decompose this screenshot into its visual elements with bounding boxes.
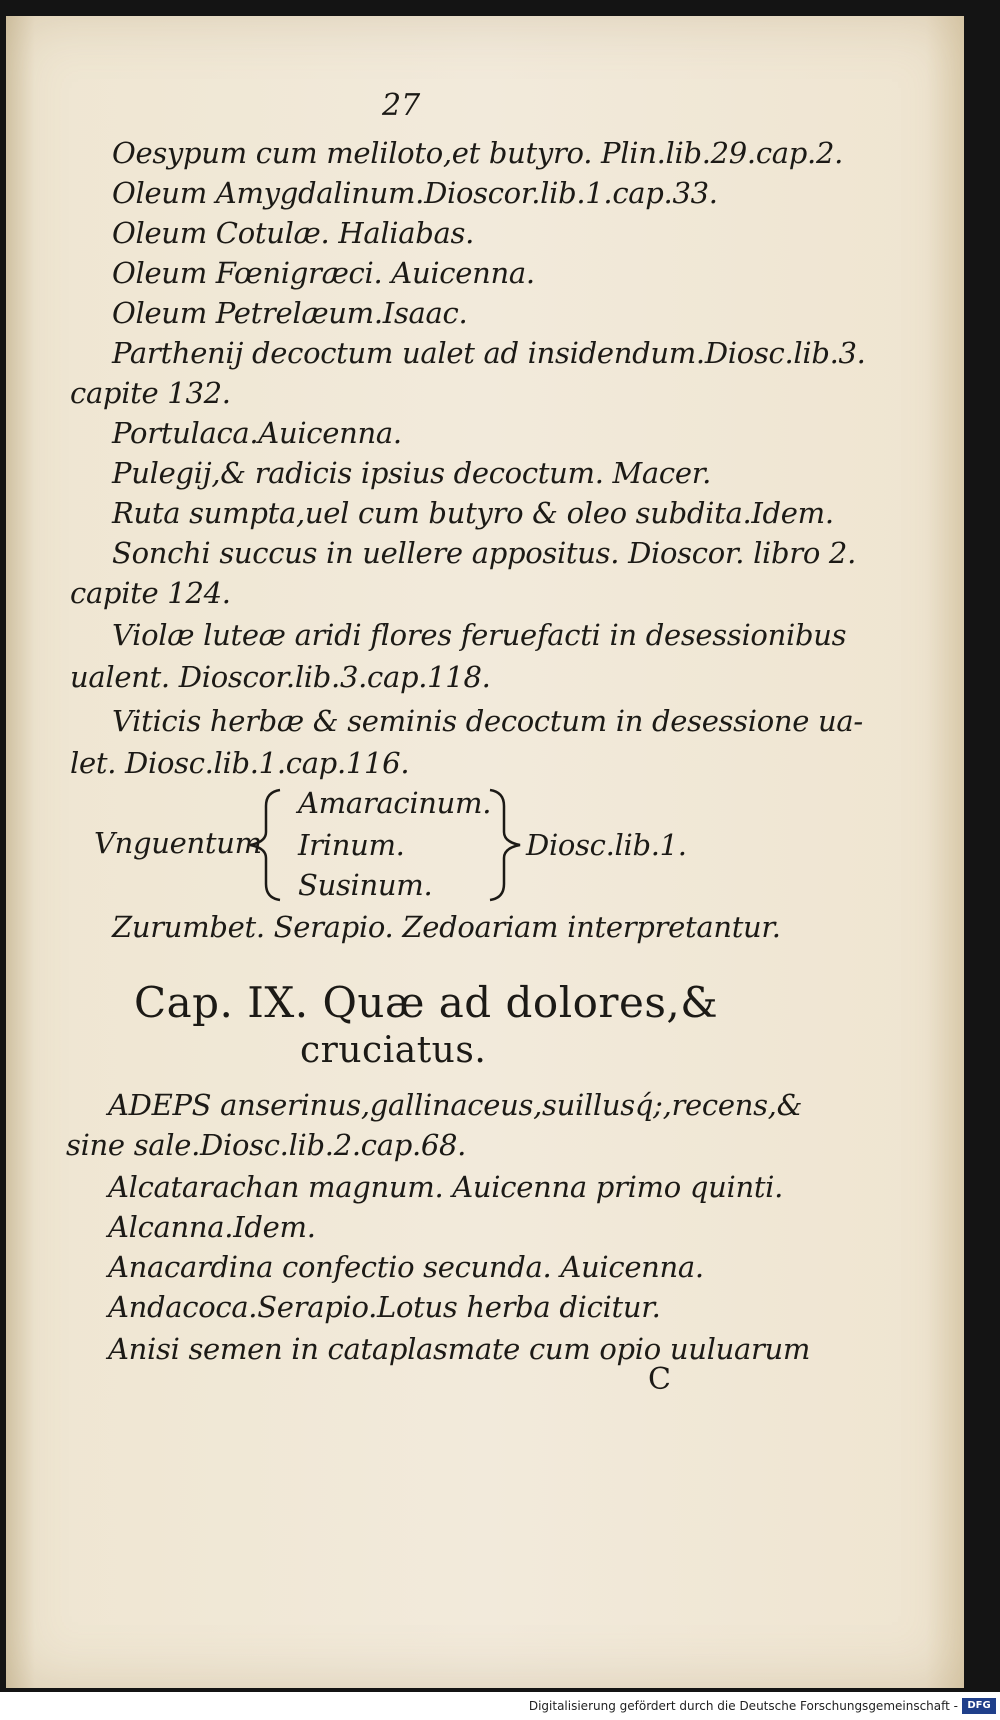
text-line: Parthenij decoctum ualet ad insidendum.Diosc.lib.3.	[112, 336, 866, 370]
text-line: let. Diosc.lib.1.cap.116.	[70, 746, 410, 780]
text-line: Pulegij,& radicis ipsius decoctum. Macer.	[112, 456, 712, 490]
unguentum-item: Amaracinum.	[298, 786, 492, 820]
text-line: Sonchi succus in uellere appositus. Dioscor. libro 2.	[112, 536, 856, 570]
text-line: Portulaca.Auicenna.	[112, 416, 402, 450]
text-line: Oleum Fœnigræci. Auicenna.	[112, 256, 535, 290]
left-brace	[244, 786, 284, 904]
footer-credit: Digitalisierung gefördert durch die Deutsche Forschungsgemeinschaft -	[528, 1699, 958, 1713]
text-line: Zurumbet. Serapio. Zedoariam interpretantur.	[112, 910, 781, 944]
text-line: Alcanna.Idem.	[108, 1210, 316, 1244]
text-line: Oleum Cotulæ. Haliabas.	[112, 216, 475, 250]
text-line: ualent. Dioscor.lib.3.cap.118.	[70, 660, 491, 694]
text-line: capite 124.	[70, 576, 231, 610]
text-line: capite 132.	[70, 376, 231, 410]
text-line: Oleum Petrelæum.Isaac.	[112, 296, 468, 330]
digitization-footer	[0, 1692, 1000, 1720]
signature-mark: C	[648, 1362, 671, 1397]
text-line: sine sale.Diosc.lib.2.cap.68.	[66, 1128, 467, 1162]
right-brace	[486, 786, 526, 904]
unguentum-label: Vnguentum	[94, 826, 262, 860]
unguentum-item: Susinum.	[298, 868, 433, 902]
unguentum-reference: Diosc.lib.1.	[526, 828, 687, 862]
text-line: Ruta sumpta,uel cum butyro & oleo subdita.Idem.	[112, 496, 834, 530]
page-number: 27	[382, 88, 421, 123]
text-line: Violæ luteæ aridi flores feruefacti in desessionibus	[112, 618, 847, 652]
text-line: Viticis herbæ & seminis decoctum in desessione ua-	[112, 704, 863, 738]
text-line: Andacoca.Serapio.Lotus herba dicitur.	[108, 1290, 661, 1324]
chapter-heading-continued: cruciatus.	[300, 1030, 487, 1071]
text-line: Oesypum cum meliloto,et butyro. Plin.lib.29.cap.2.	[112, 136, 844, 170]
text-line: Alcatarachan magnum. Auicenna primo quinti.	[108, 1170, 784, 1204]
text-line: ADEPS anserinus,gallinaceus,suillusq́;,recens,&	[108, 1088, 803, 1122]
dfg-logo-icon: DFG	[962, 1698, 996, 1714]
text-line: Anacardina confectio secunda. Auicenna.	[108, 1250, 704, 1284]
chapter-heading: Cap. IX. Quæ ad dolores,&	[134, 978, 719, 1027]
text-line: Oleum Amygdalinum.Dioscor.lib.1.cap.33.	[112, 176, 718, 210]
text-line: Anisi semen in cataplasmate cum opio uuluarum	[108, 1332, 811, 1366]
unguentum-item: Irinum.	[298, 828, 405, 862]
